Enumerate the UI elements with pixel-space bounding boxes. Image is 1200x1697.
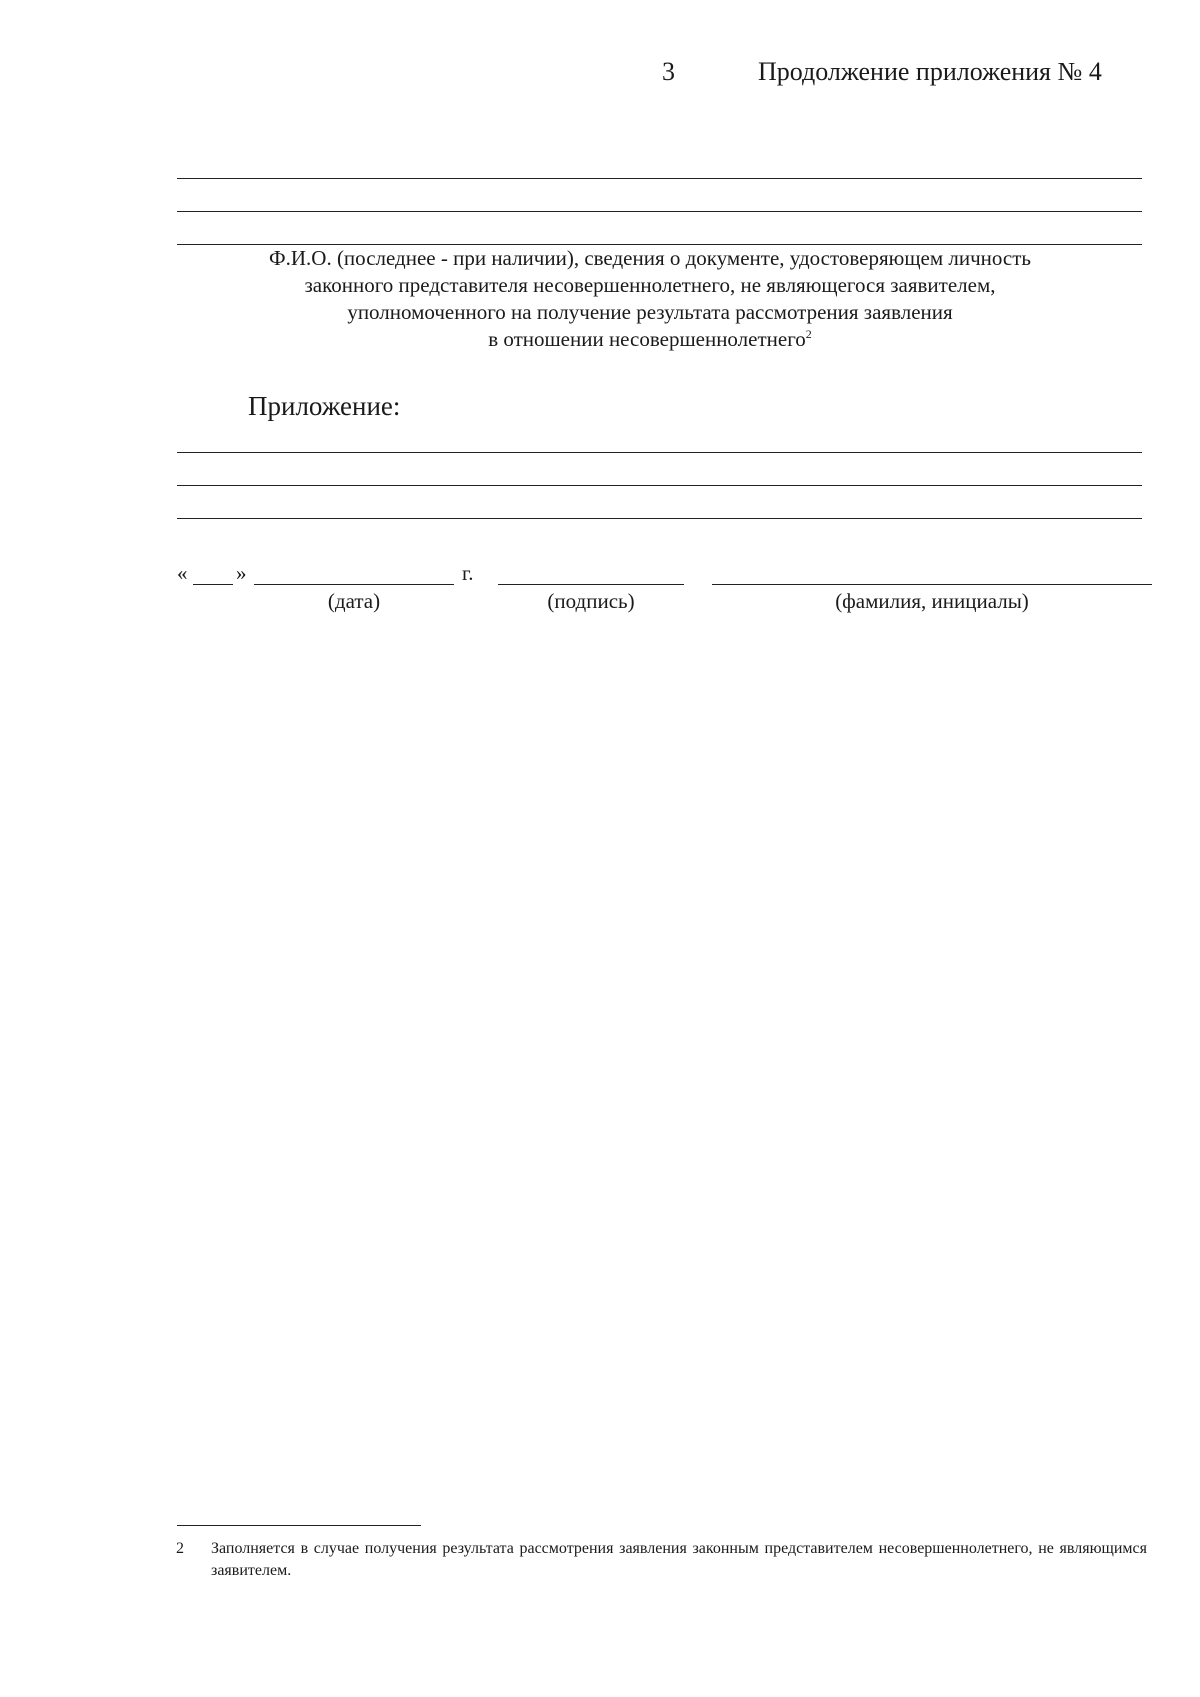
caption-line-3: уполномоченного на получение результата рассмотрения заявления bbox=[347, 300, 953, 324]
caption-line-1: Ф.И.О. (последнее - при наличии), сведения о документе, удостоверяющем личность bbox=[269, 246, 1031, 270]
year-suffix: г. bbox=[462, 561, 474, 585]
appendix-continuation-title: Продолжение приложения № 4 bbox=[758, 57, 1102, 86]
full-name-blank[interactable] bbox=[712, 584, 1152, 585]
date-open-quote: « bbox=[177, 561, 188, 585]
attachment-fill-line-3[interactable] bbox=[177, 518, 1142, 519]
date-day-blank[interactable] bbox=[193, 584, 233, 585]
representative-fill-line-2[interactable] bbox=[177, 211, 1142, 212]
attachment-fill-line-1[interactable] bbox=[177, 452, 1142, 453]
representative-caption bbox=[200, 245, 1100, 353]
signature-blank[interactable] bbox=[498, 584, 684, 585]
representative-fill-line-1[interactable] bbox=[177, 178, 1142, 179]
date-month-blank[interactable] bbox=[254, 584, 454, 585]
caption-line-2: законного представителя несовершеннолетнего, не являющегося заявителем, bbox=[304, 273, 996, 297]
signature-label: (подпись) bbox=[547, 589, 635, 613]
date-label: (дата) bbox=[327, 589, 381, 613]
footnote-number: 2 bbox=[176, 1540, 184, 1557]
date-close-quote: » bbox=[236, 561, 247, 585]
caption-line-4-text: в отношении несовершеннолетнего bbox=[488, 327, 806, 351]
footnote-text: Заполняется в случае получения результата рассмотрения заявления законным представителем несовершеннолетнего, не являющимся заявителем. bbox=[211, 1540, 1147, 1579]
footnote-marker: 2 bbox=[805, 327, 812, 341]
footnote-separator bbox=[177, 1525, 421, 1526]
attachment-label: Приложение: bbox=[248, 391, 401, 421]
page-number: 3 bbox=[662, 57, 675, 86]
attachment-fill-line-2[interactable] bbox=[177, 485, 1142, 486]
full-name-label: (фамилия, инициалы) bbox=[835, 589, 1029, 613]
caption-line-4 bbox=[200, 326, 1100, 353]
